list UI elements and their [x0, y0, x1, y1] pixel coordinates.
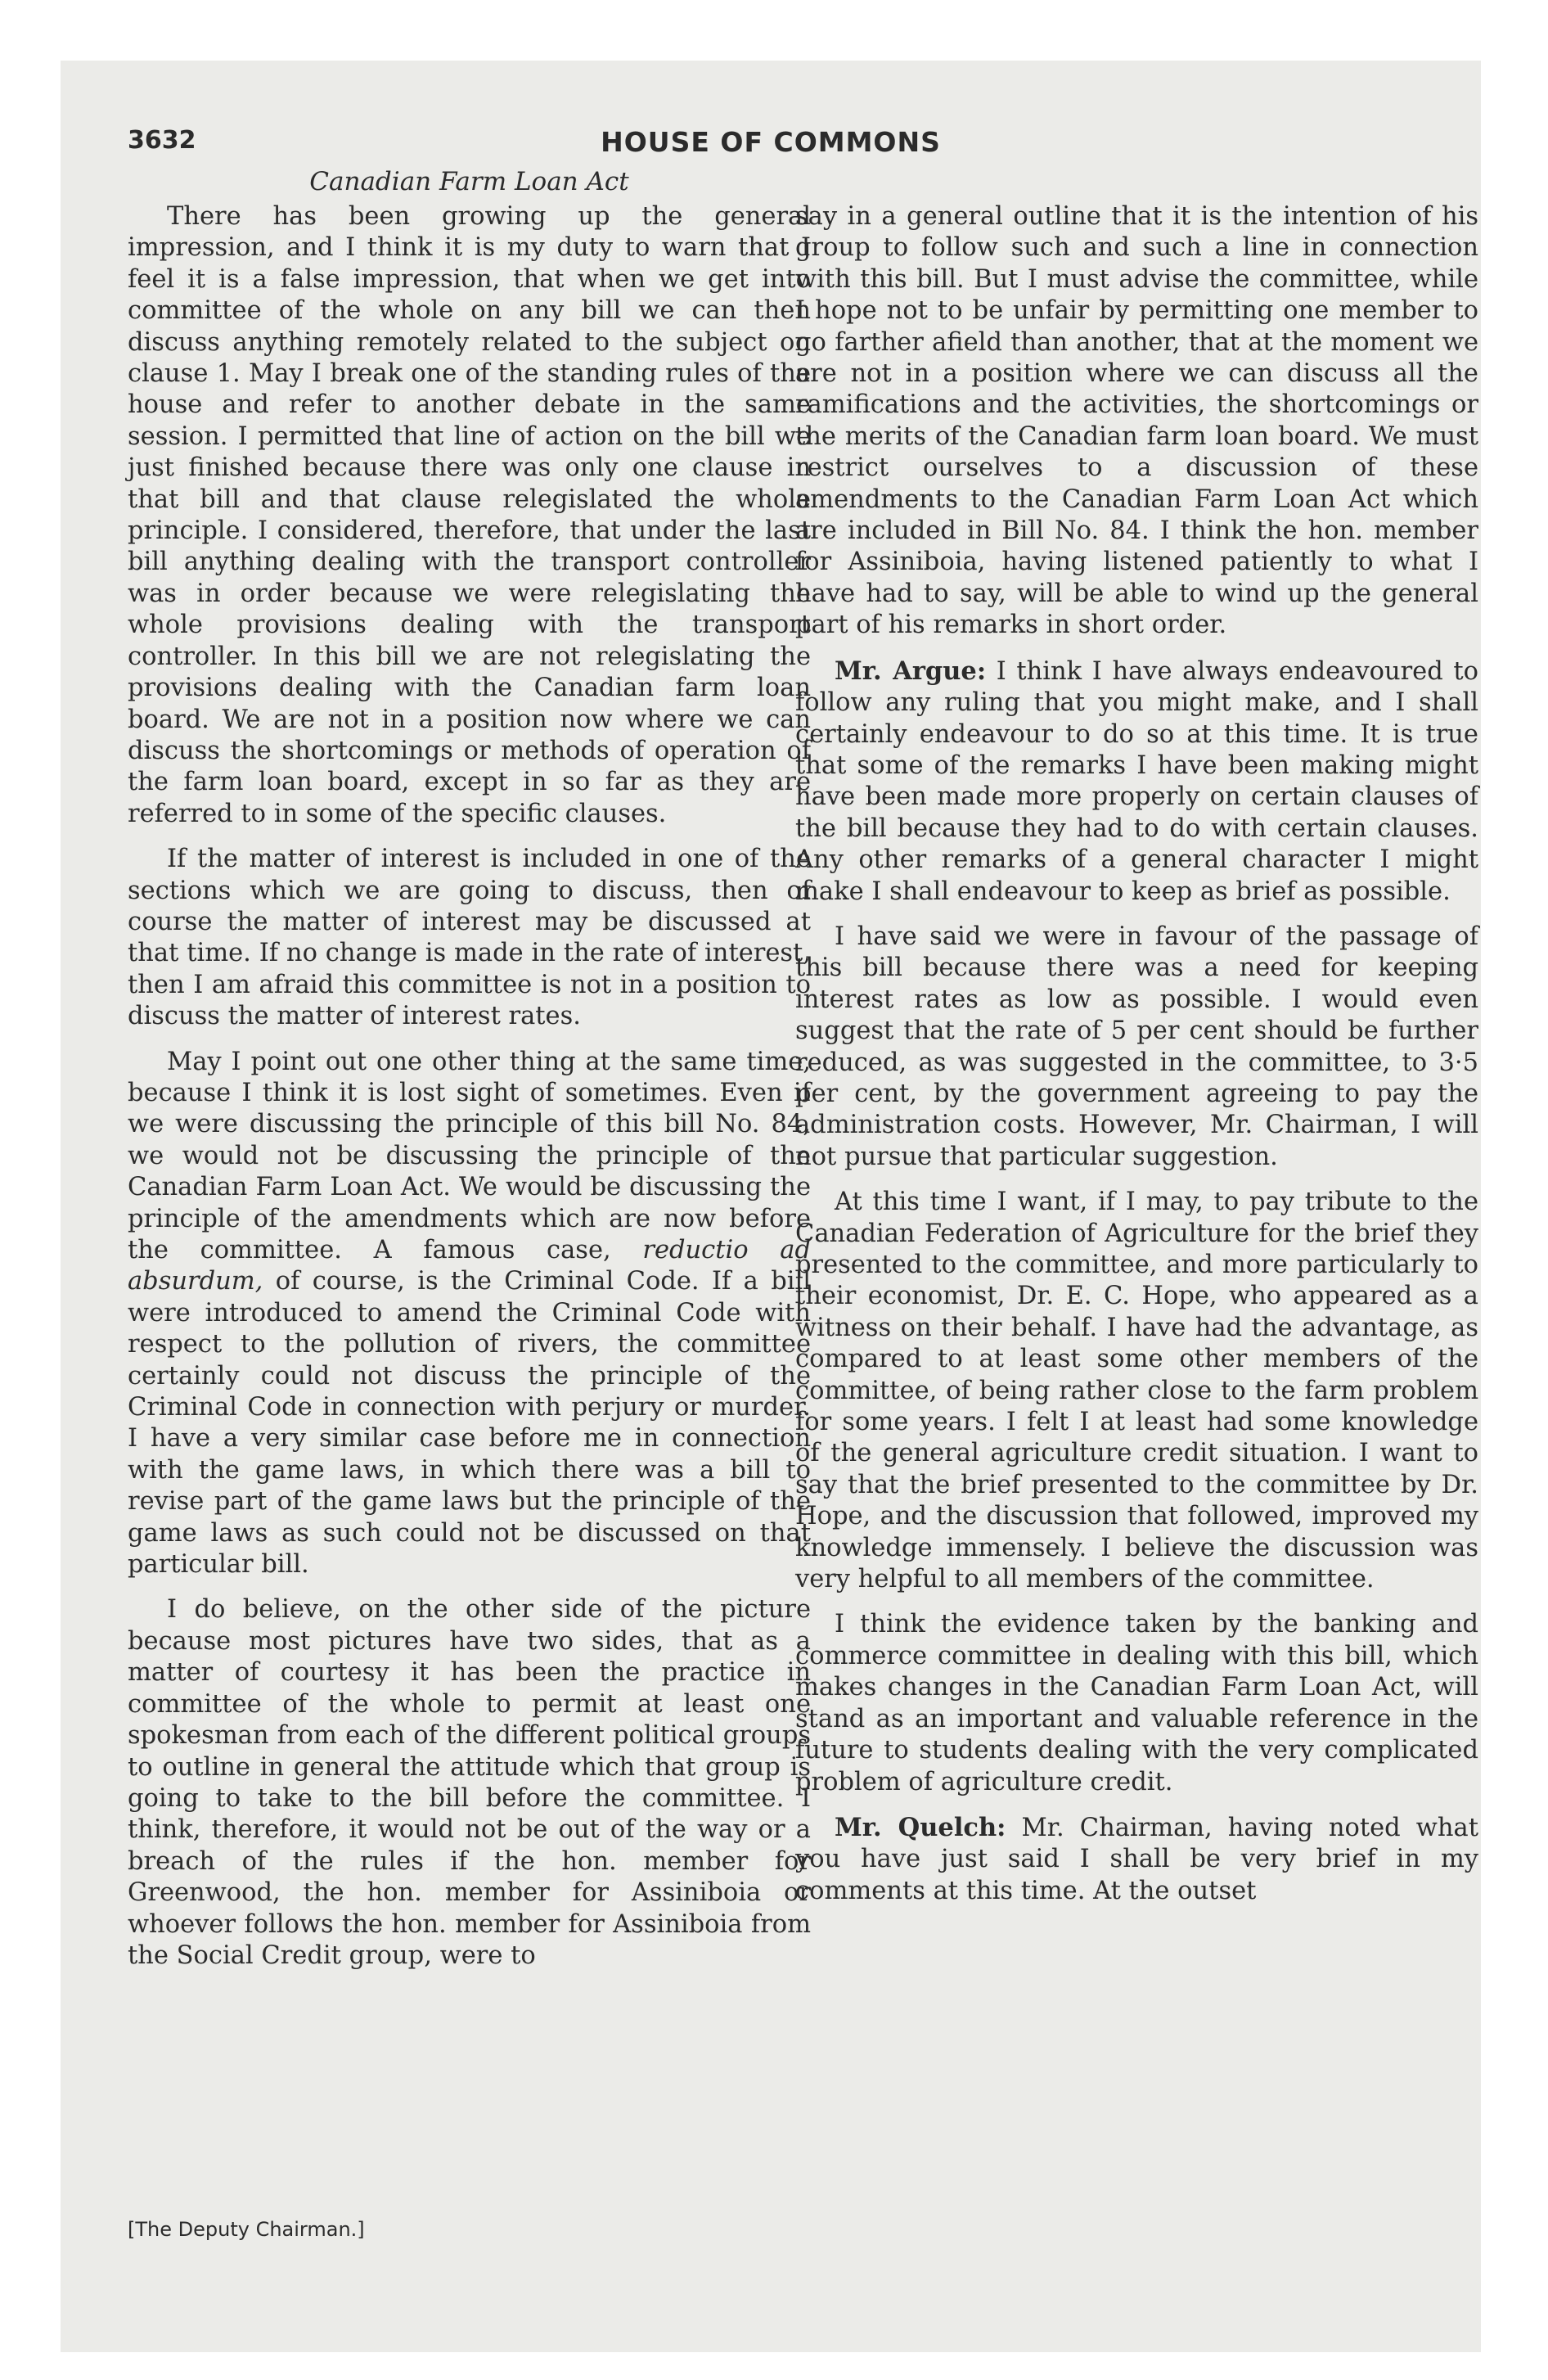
paragraph-text: Mr. Chairman, having noted what you have just said I shall be very brief in my comments at this time. At the outset: [795, 1813, 1478, 1905]
speech-paragraph: [795, 656, 1478, 908]
journal-title: HOUSE OF COMMONS: [601, 126, 941, 158]
paragraph: say in a general outline that it is the intention of his group to follow such and such a line in connection with this bill. But I must advise the committee, while I hope not to be unfair by permitting one member to go farther afield than another, that at the moment we are not in a position where we can discuss all the ramifications and the activities, the shortcomings or the merits of the Canadian farm loan board. We must restrict ourselves to a discussion of these amendments to the Canadian Farm Loan Act which are included in Bill No. 84. I think the hon. member for Assiniboia, having listened patiently to what I have had to say, will be able to wind up the general part of his remarks in short order.: [795, 202, 1478, 640]
footer-attribution: [The Deputy Chairman.]: [128, 2218, 365, 2241]
paragraph-text: I think I have always endeavoured to follow any ruling that you might make, and I shall certainly endeavour to do so at this time. It is true that some of the remarks I have been making might have been made more properly on certain clauses of the bill because they had to do with certain clauses. Any other remarks of a general character I might make I shall endeavour to keep as brief as possible.: [795, 656, 1478, 906]
paragraph: I think the evidence taken by the banking and commerce committee in dealing with this bill, which makes changes in the Canadian Farm Loan Act, will stand as an important and valuable reference in the future to students dealing with the very complicated problem of agriculture credit.: [795, 1610, 1478, 1796]
paragraph: [128, 1047, 811, 1581]
paragraph: I do believe, on the other side of the picture because most pictures have two sides, that as a matter of courtesy it has been the practice in committee of the whole to permit at least one spokesman from each of the different political groups to outline in general the attitude which that group is going to take to the bill before the committee. I think, therefore, it would not be out of the way or a breach of the rules if the hon. member for Greenwood, the hon. member for Assiniboia or whoever follows the hon. member for Assiniboia from the Social Credit group, were to: [128, 1595, 811, 1970]
running-header: [61, 126, 1481, 167]
speaker-name: Mr. Argue:: [835, 656, 987, 686]
speaker-name: Mr. Quelch:: [835, 1812, 1006, 1842]
paragraph-text: May I point out one other thing at the same time, because I think it is lost sight of sometimes. Even if we were discussing the principle of this bill No. 84, we would not be discussing the principle of the Canadian Farm Loan Act. We would be discussing the principle of the amendments which are now before the committee. A famous case,: [128, 1047, 811, 1264]
page-number: 3632: [128, 126, 196, 155]
document-page: [61, 61, 1481, 2352]
paragraph: At this time I want, if I may, to pay tribute to the Canadian Federation of Agriculture for the brief they presented to the committee, and more particularly to their economist, Dr. E. C. Hope, who appeared as a witness on their behalf. I have had the advantage, as compared to at least some other members of the committee, of being rather close to the farm problem for some years. I felt I at least had some knowledge of the general agriculture credit situation. I want to say that the brief presented to the committee by Dr. Hope, and the discussion that followed, improved my knowledge immensely. I believe the discussion was very helpful to all members of the committee.: [795, 1188, 1478, 1594]
right-column: [795, 201, 1478, 1921]
paragraph: There has been growing up the general impression, and I think it is my duty to warn that I feel it is a false impression, that when we get into committee of the whole on any bill we can then discuss anything remotely related to the subject on clause 1. May I break one of the standing rules of the house and refer to another debate in the same session. I permitted that line of action on the bill we just finished because there was only one clause in that bill and that clause relegislated the whole principle. I considered, therefore, that under the last bill anything dealing with the transport controller was in order because we were relegislating the whole provisions dealing with the transport controller. In this bill we are not relegislating the provisions dealing with the Canadian farm loan board. We are not in a position now where we can discuss the shortcomings or methods of operation of the farm loan board, except in so far as they are referred to in some of the specific clauses.: [128, 202, 811, 828]
speech-paragraph: [795, 1812, 1478, 1907]
section-title: Canadian Farm Loan Act: [309, 167, 629, 196]
paragraph-text: of course, is the Criminal Code. If a bill were introduced to amend the Criminal Code with respect to the pollution of rivers, the committee certainly could not discuss the principle of the Criminal Code in connection with perjury or murder. I have a very similar case before me in connection with the game laws, in which there was a bill to revise part of the game laws but the principle of the game laws as such could not be discussed on that particular bill.: [128, 1267, 811, 1580]
left-column: [128, 201, 811, 1986]
paragraph: I have said we were in favour of the passage of this bill because there was a need for keeping interest rates as low as possible. I would even suggest that the rate of 5 per cent should be further reduced, as was suggested in the committee, to 3·5 per cent, by the government agreeing to pay the administration costs. However, Mr. Chairman, I will not pursue that particular suggestion.: [795, 922, 1478, 1171]
paragraph: If the matter of interest is included in one of the sections which we are going to discuss, then of course the matter of interest may be discussed at that time. If no change is made in the rate of interest, then I am afraid this committee is not in a position to discuss the matter of interest rates.: [128, 845, 811, 1031]
italic-phrase: reductio ad absurdum,: [128, 1236, 811, 1296]
